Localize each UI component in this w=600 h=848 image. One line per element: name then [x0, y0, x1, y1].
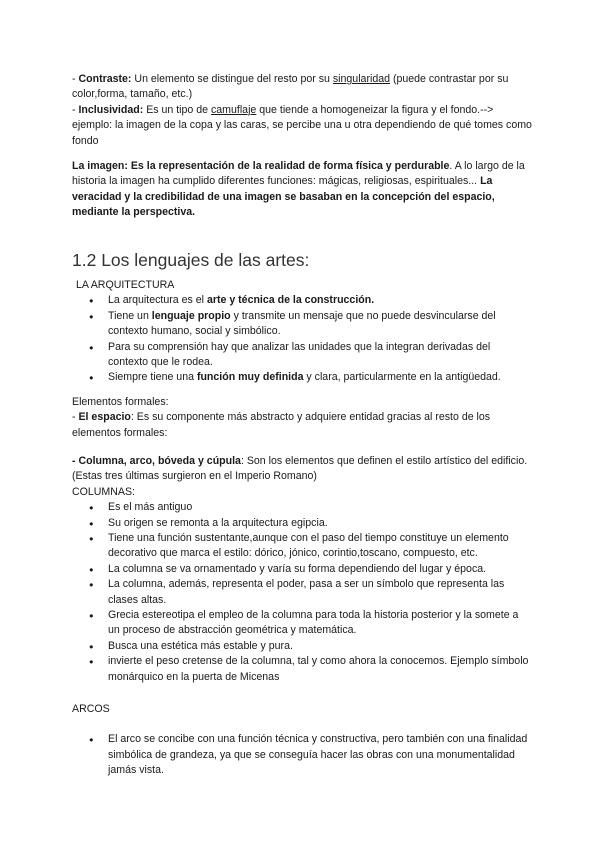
arcos-block — [72, 702, 532, 779]
list-item: ● Tiene un lenguaje propio y transmite un mensaje que no puede desvincularse del contexto humano, social y simbólico. — [72, 309, 532, 340]
imagen-definition: La imagen: Es la representación de la realidad de forma física y perdurable — [72, 160, 450, 172]
imagen-paragraph — [72, 159, 532, 221]
inclusividad-term: Inclusividad: — [78, 103, 144, 116]
imagen-veracidad: La veracidad y la credibilidad de una imagen se basaban en la concepción del espacio, mediante la perspectiva. — [72, 175, 495, 219]
espacio-paragraph: - El espacio: Es su componente más abstracto y adquiere entidad gracias al resto de los elementos formales: — [72, 411, 491, 439]
columna-block — [72, 454, 532, 685]
singularidad-link: singularidad — [332, 73, 391, 85]
list-item: ● invierte el peso cretense de la columna, tal y como ahora la conocemos. Ejemplo símbolo monárquico en la puerta de Micenas — [72, 654, 532, 685]
contraste-text: Un elemento se distingue del resto por su — [131, 73, 333, 85]
list-item: ● Siempre tiene una función muy definida y clara, particularmente en la antigüedad. — [72, 370, 532, 385]
list-item: ● Su origen se remonta a la arquitectura egipcia. — [72, 516, 532, 531]
inclusividad-text-end: que tiende a homogeneizar la figura y el fondo.--> ejemplo: la imagen de la copa y las caras, se percibe una u otra dependiendo de qué tomes como fondo — [72, 103, 532, 147]
arcos-label: ARCOS — [72, 703, 110, 715]
contraste-text-end: (puede contrastar por su color,forma, tamaño, etc.) — [72, 73, 509, 101]
list-item: ● Es el más antiguo — [72, 500, 532, 515]
arcos-list — [72, 732, 532, 778]
camuflaje-link: camuflaje — [210, 103, 257, 116]
intro-block — [72, 72, 532, 149]
arquitectura-block — [72, 278, 532, 386]
arquitectura-list — [72, 293, 532, 385]
columnas-list — [72, 500, 532, 685]
imagen-history: . A lo largo de la historia la imagen ha cumplido diferentes funciones: mágicas, religiosas, espirituales... — [72, 160, 525, 188]
inclusividad-paragraph: - Inclusividad: Es un tipo de camuflaje que tiende a homogeneizar la figura y el fondo.--> ejemplo: la imagen de la copa y las caras, se percibe una u otra dependiendo de qué tomes como fondo — [72, 103, 532, 147]
list-item: ● La columna se va ornamentado y varía su forma dependiendo del lugar y época. — [72, 562, 532, 577]
columna-term: - Columna, arco, bóveda y cúpula — [72, 455, 241, 467]
columnas-label: COLUMNAS: — [72, 485, 135, 498]
elementos-block — [72, 395, 532, 441]
section-heading: 1.2 Los lenguajes de las artes: — [72, 250, 310, 270]
espacio-term: El espacio — [78, 411, 131, 424]
list-item: ● El arco se concibe con una función técnica y constructiva, pero también con una finalidad simbólica de grandeza, ya que se conseguía hacer las obras con una monumentalidad jamás vista. — [72, 732, 532, 778]
columna-paragraph: - Columna, arco, bóveda y cúpula: Son los elementos que definen el estilo artístico del edificio. (Estas tres últimas surgieron en el Imperio Romano) — [72, 455, 528, 483]
inclusividad-text: Es un tipo de — [143, 103, 211, 116]
elementos-label: Elementos formales: — [72, 396, 169, 408]
list-item: ● Para su comprensión hay que analizar las unidades que la integran derivadas del contexto que le rodea. — [72, 340, 532, 371]
list-item: ● Grecia estereotipa el empleo de la columna para toda la historia posterior y la somete a un proceso de abstracción geométrica y matemática. — [72, 608, 532, 639]
list-item: ● Tiene una función sustentante,aunque con el paso del tiempo constituye un elemento decorativo que marca el estilo: dórico, jónico, corintio,toscano, compuesto, etc. — [72, 531, 532, 562]
list-item: ● La columna, además, representa el poder, pasa a ser un símbolo que representa las clases altas. — [72, 577, 532, 608]
arquitectura-label: LA ARQUITECTURA — [76, 279, 175, 291]
contraste-term: Contraste: — [78, 73, 132, 85]
contraste-paragraph: - Contraste: Un elemento se distingue del resto por su singularidad (puede contrastar por su color,forma, tamaño, etc.) — [72, 73, 509, 101]
list-item: ● La arquitectura es el arte y técnica de la construcción. — [72, 293, 532, 308]
list-item: ● Busca una estética más estable y pura. — [72, 639, 532, 654]
